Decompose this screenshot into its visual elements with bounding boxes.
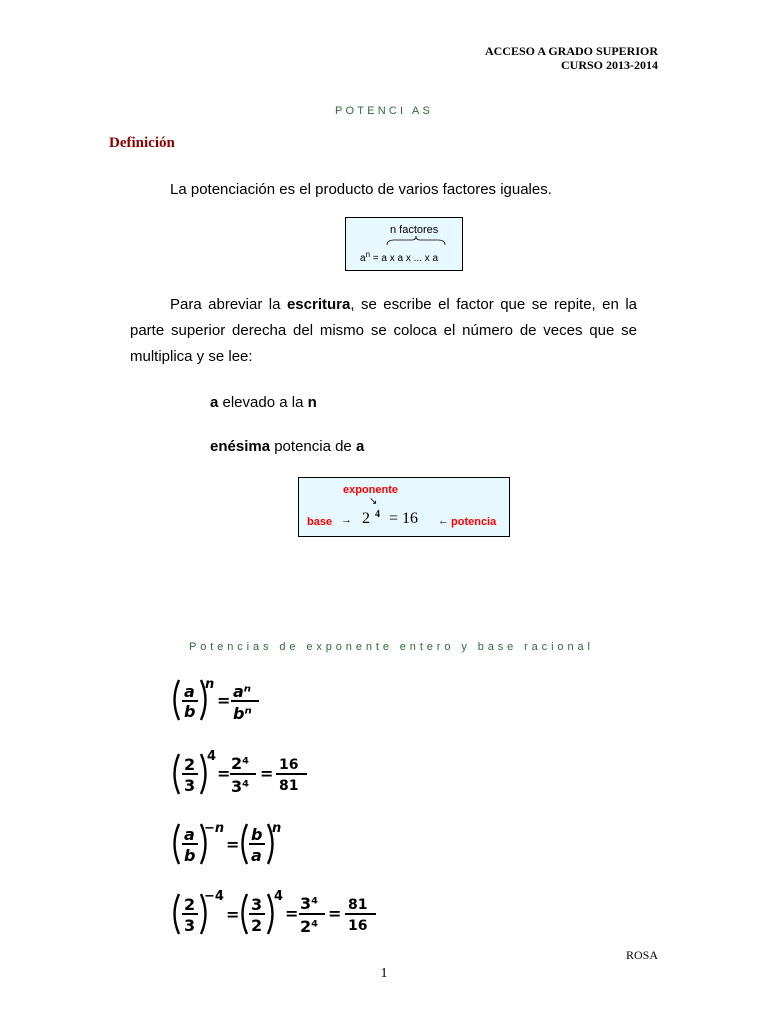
- reading1-mid: elevado a la: [218, 394, 308, 411]
- f3-exp: −n: [204, 821, 225, 836]
- f1-num: a: [184, 682, 195, 701]
- definition-formula-box: [345, 217, 463, 271]
- svg-text:=: =: [226, 835, 240, 854]
- f3-den: b: [184, 846, 196, 865]
- brace-icon: [386, 236, 446, 246]
- formula-exponent: n: [365, 250, 371, 259]
- f4-den: 3: [184, 916, 196, 935]
- paragraph-text-2: , se escribe el factor que se repite, en la parte superior derecha del mismo se coloca el número de veces que se multiplica y se lee:: [130, 296, 637, 365]
- arrow-down-right-icon: ↘: [369, 496, 378, 507]
- formula-3: [167, 818, 297, 870]
- f4-rnum2: 3⁴: [300, 894, 319, 913]
- f2-rnum2: 16: [279, 757, 299, 773]
- document-header: [485, 44, 658, 72]
- formula-1: [167, 674, 277, 730]
- f4-rden1: 2: [251, 916, 263, 935]
- f2-rden1: 3⁴: [231, 777, 250, 796]
- power-parts-box: [298, 477, 510, 537]
- reading2-mid: potencia de: [270, 438, 356, 455]
- f4-rden3: 16: [348, 918, 368, 934]
- reading1-a: a: [210, 394, 219, 411]
- n-factores-label: n factores: [390, 224, 439, 236]
- svg-text:=: =: [285, 904, 299, 923]
- example-exponent: 4: [375, 509, 380, 520]
- reading2-bold: enésima: [210, 438, 271, 455]
- f2-exp: 4: [207, 749, 217, 764]
- f3-num: a: [184, 825, 195, 844]
- f2-rden2: 81: [279, 778, 299, 794]
- f1-exp: n: [205, 677, 215, 692]
- f1-eq: =: [217, 691, 231, 710]
- f4-rden2: 2⁴: [300, 917, 319, 936]
- base-label: base: [307, 516, 333, 528]
- reading1-n: n: [307, 394, 317, 411]
- paragraph-bold-word: escritura: [286, 296, 351, 313]
- example-base: 2: [362, 510, 370, 527]
- subtitle: Potencias de exponente entero y base racional: [189, 641, 594, 653]
- explanation-paragraph: [130, 292, 637, 370]
- f2-num: 2: [184, 755, 196, 774]
- intro-text: La potenciación es el producto de varios factores iguales.: [170, 181, 552, 198]
- svg-text:=: =: [217, 764, 231, 783]
- power-definition-formula: [360, 250, 438, 264]
- paragraph-text-1: Para abreviar la: [170, 296, 287, 313]
- reading2-a: a: [355, 438, 365, 455]
- f2-den: 3: [184, 776, 196, 795]
- page-number: 1: [380, 966, 388, 981]
- arrow-left-icon: ←: [438, 515, 449, 527]
- f4-rnum3: 81: [348, 897, 368, 913]
- svg-text:=: =: [260, 764, 274, 783]
- svg-text:=: =: [328, 904, 342, 923]
- reading-line-1: [210, 390, 317, 416]
- f1-rnum: aⁿ: [233, 682, 252, 701]
- potencia-label: potencia: [451, 516, 497, 528]
- f4-num: 2: [184, 895, 196, 914]
- f4-exp: −4: [204, 889, 224, 904]
- formula-2: [167, 748, 327, 800]
- reading-line-2: [210, 434, 364, 460]
- svg-text:=: =: [226, 905, 240, 924]
- f1-rden: bⁿ: [233, 704, 252, 723]
- footer-author: ROSA: [625, 948, 658, 962]
- f4-rnum1: 3: [251, 895, 263, 914]
- exponente-label: exponente: [343, 484, 399, 496]
- f3-rden: a: [251, 846, 262, 865]
- section-heading: Definición: [109, 135, 175, 151]
- f3-rexp: n: [272, 821, 282, 836]
- arrow-right-icon: →: [341, 514, 352, 526]
- header-line-2: CURSO 2013-2014: [560, 58, 658, 72]
- f3-rnum: b: [251, 825, 263, 844]
- f4-rexp1: 4: [274, 889, 284, 904]
- formula-base: a: [360, 253, 366, 264]
- page-title: POTENCI AS: [334, 105, 434, 117]
- header-line-1: ACCESO A GRADO SUPERIOR: [484, 44, 658, 58]
- f1-den: b: [184, 702, 196, 721]
- f2-rnum1: 2⁴: [231, 754, 250, 773]
- formula-4: [167, 888, 387, 940]
- example-result: = 16: [389, 510, 419, 527]
- formula-expansion: = a x a x ... x a: [372, 253, 439, 264]
